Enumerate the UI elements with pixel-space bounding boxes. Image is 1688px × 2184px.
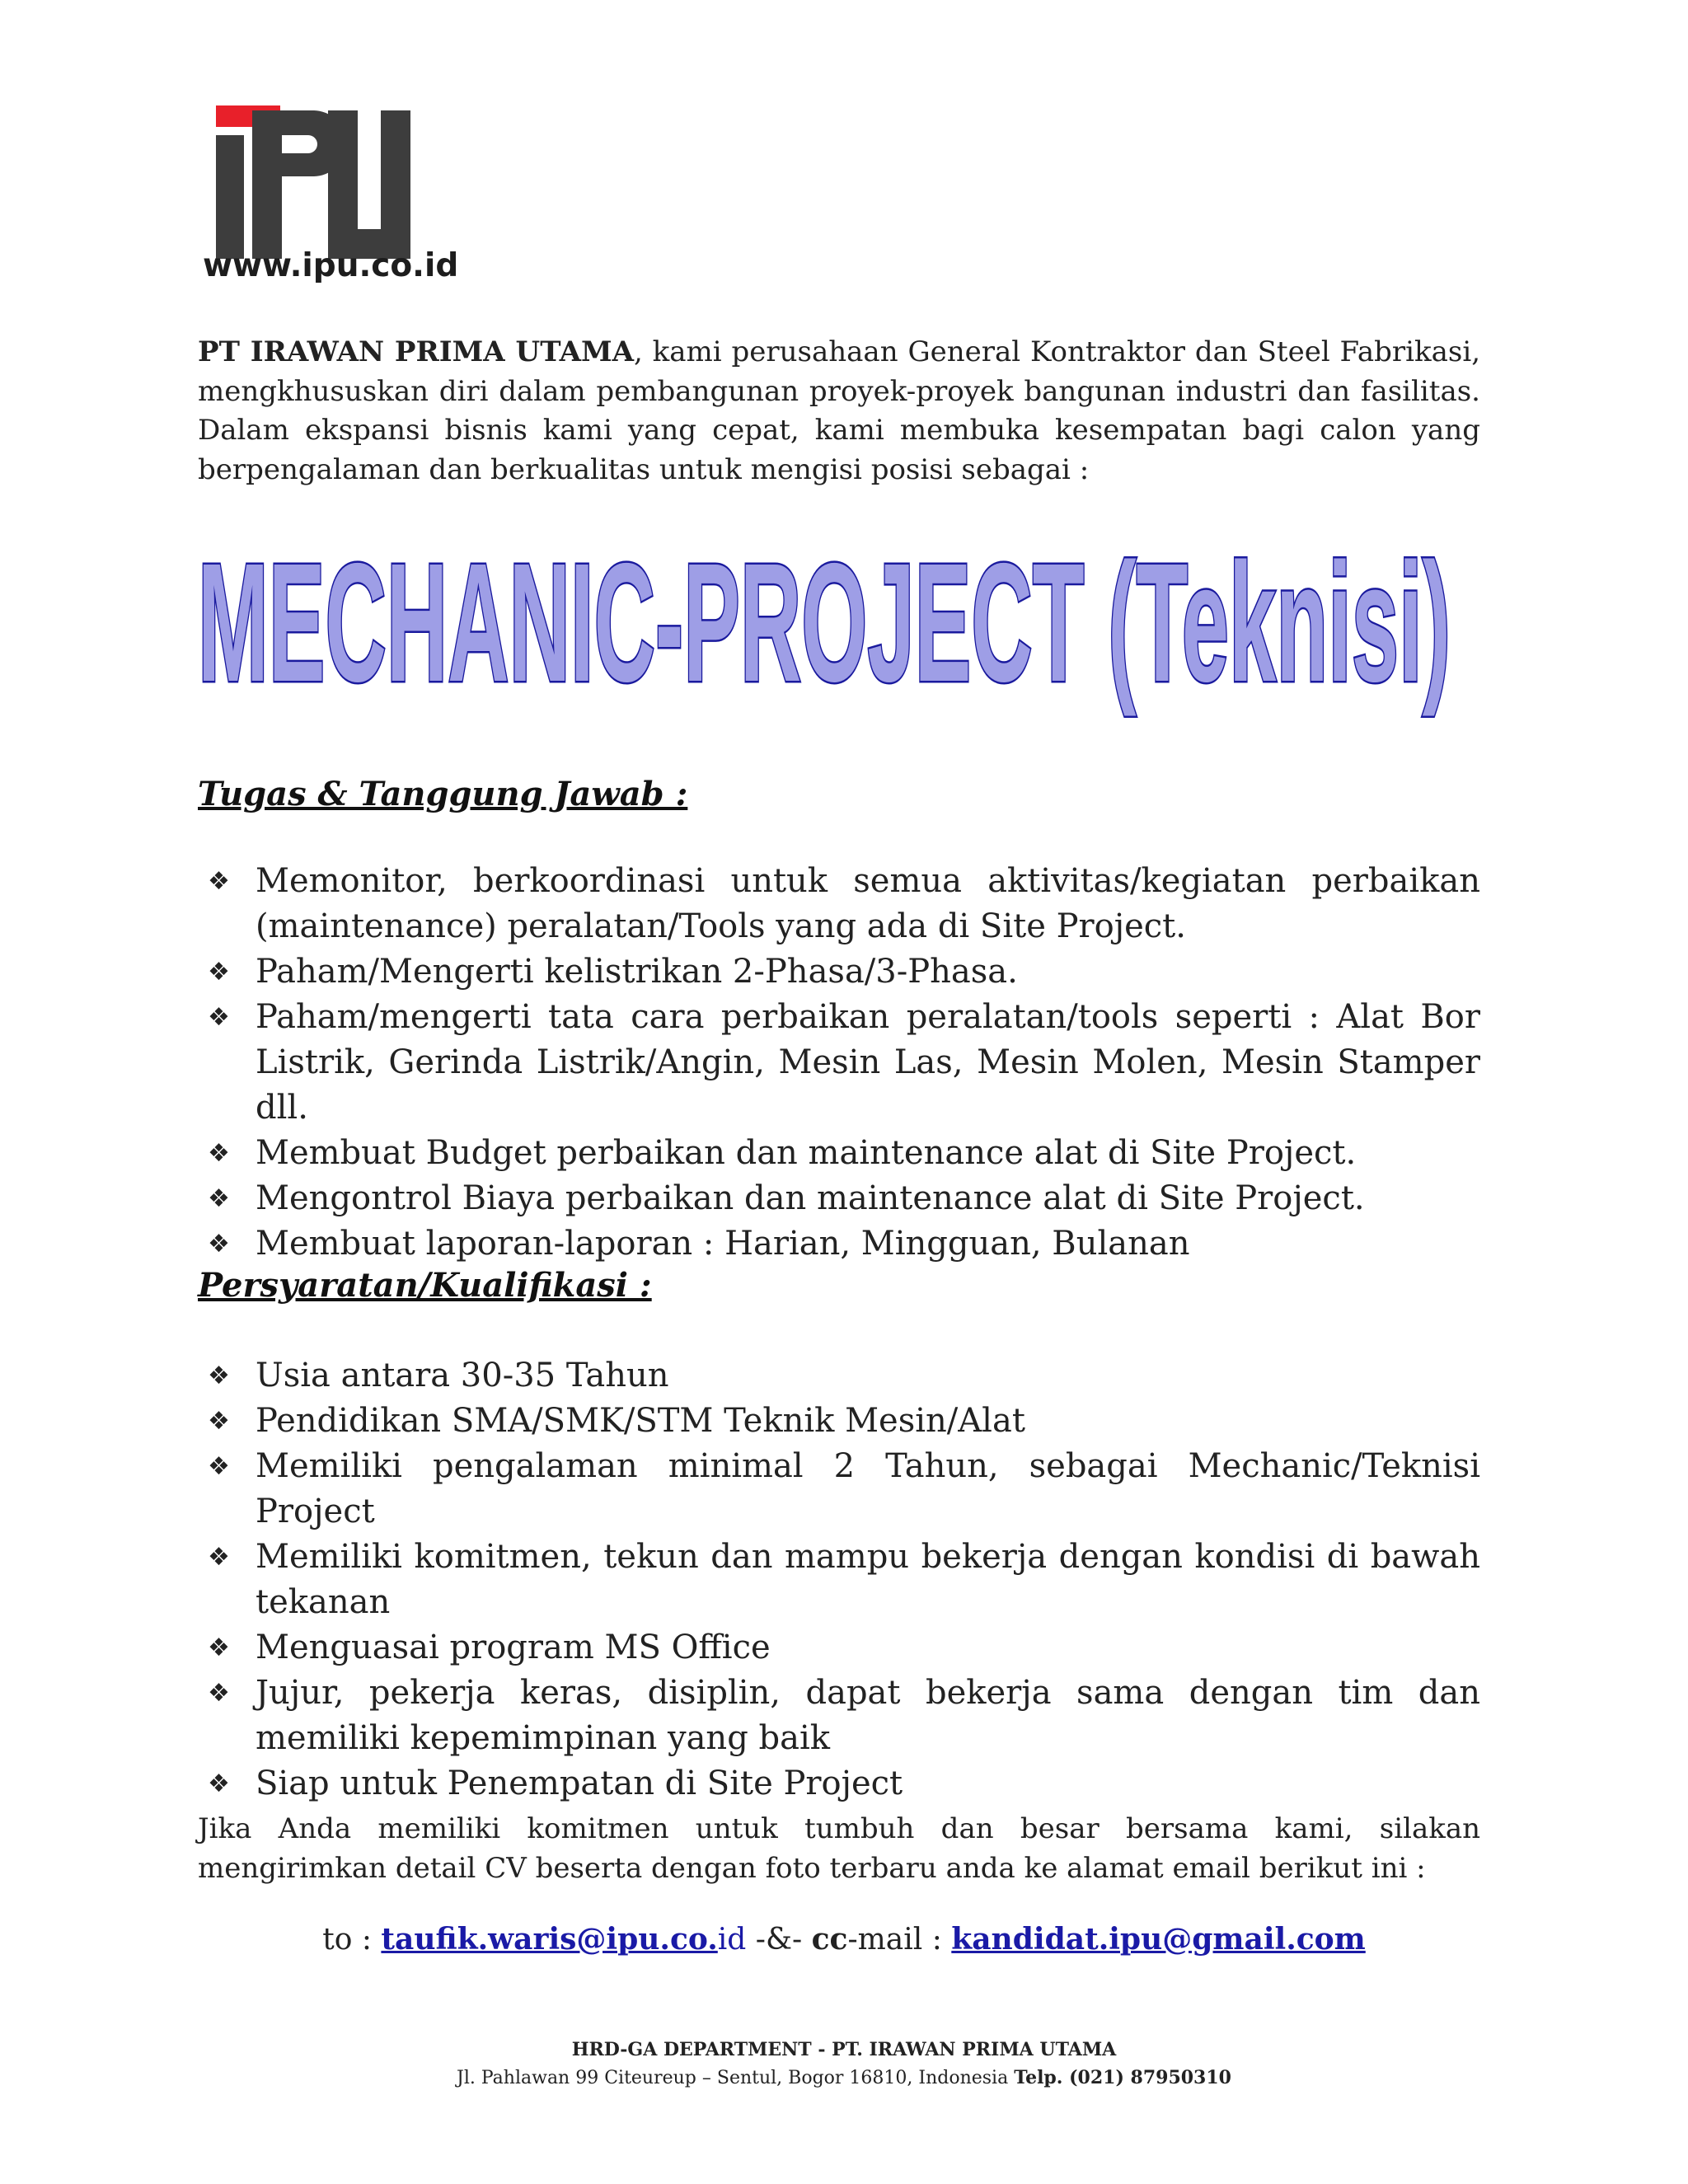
cc-email-link[interactable]: kandidat.ipu@gmail.com: [951, 1922, 1366, 1957]
footer-phone: Telp. (021) 87950310: [1014, 2067, 1231, 2088]
list-item: ❖ Memonitor, berkoordinasi untuk semua aktivitas/kegiatan perbaikan (maintenance) peralatan/Tools yang ada di Site Project.: [198, 859, 1480, 949]
requirements-list: [198, 1353, 1480, 1807]
diamond-bullet-icon: ❖: [208, 1361, 230, 1390]
list-item: ❖ Paham/Mengerti kelistrikan 2-Phasa/3-Phasa.: [198, 949, 1480, 995]
diamond-bullet-icon: ❖: [208, 867, 230, 896]
footer-department: HRD-GA DEPARTMENT - PT. IRAWAN PRIMA UTAMA: [571, 2039, 1117, 2060]
list-item: ❖ Membuat laporan-laporan : Harian, Mingguan, Bulanan: [198, 1221, 1480, 1267]
diamond-bullet-icon: ❖: [208, 1679, 230, 1708]
diamond-bullet-icon: ❖: [208, 1633, 230, 1662]
cc-label-bold: cc: [811, 1922, 848, 1957]
diamond-bullet-icon: ❖: [208, 1184, 230, 1213]
company-website: www.ipu.co.id: [203, 247, 459, 284]
diamond-bullet-icon: ❖: [208, 1543, 230, 1572]
list-item: ❖ Memiliki pengalaman minimal 2 Tahun, sebagai Mechanic/Teknisi Project: [198, 1444, 1480, 1535]
diamond-bullet-icon: ❖: [208, 1003, 230, 1032]
list-item: ❖ Menguasai program MS Office: [198, 1625, 1480, 1671]
footer-address-line: [0, 2067, 1688, 2088]
list-item: ❖ Memiliki komitmen, tekun dan mampu bekerja dengan kondisi di bawah tekanan: [198, 1535, 1480, 1625]
intro-text: , kami perusahaan General Kontraktor dan Steel Fabrikasi, mengkhususkan diri dalam pembangunan proyek-proyek bangunan industri dan fasilitas. Dalam ekspansi bisnis kami yang cepat, kami membuka kesempatan bagi calon yang berpengalaman dan berkualitas untuk mengisi posisi sebagai :: [198, 335, 1481, 486]
diamond-bullet-icon: ❖: [208, 1139, 230, 1168]
cc-label: -mail :: [847, 1923, 952, 1957]
diamond-bullet-icon: ❖: [208, 1407, 230, 1436]
diamond-bullet-icon: ❖: [208, 1230, 230, 1258]
diamond-bullet-icon: ❖: [208, 958, 230, 987]
company-logo: [216, 105, 414, 262]
position-title-text: MECHANIC-PROJECT (Teknisi): [198, 528, 1451, 717]
duties-list: [198, 859, 1480, 1267]
position-title: [198, 519, 1484, 742]
list-item: ❖ Membuat Budget perbaikan dan maintenance alat di Site Project.: [198, 1131, 1480, 1176]
requirements-heading: Persyaratan/Kualifikasi :: [198, 1266, 652, 1305]
list-item: ❖ Pendidikan SMA/SMK/STM Teknik Mesin/Alat: [198, 1399, 1480, 1444]
list-item: ❖ Usia antara 30-35 Tahun: [198, 1353, 1480, 1399]
list-item: ❖ Siap untuk Penempatan di Site Project: [198, 1761, 1480, 1807]
diamond-bullet-icon: ❖: [208, 1769, 230, 1798]
email-separator: -&-: [746, 1923, 812, 1957]
duties-heading: Tugas & Tanggung Jawab :: [198, 775, 688, 813]
footer-address: Jl. Pahlawan 99 Citeureup – Sentul, Bogor 16810, Indonesia: [457, 2068, 1015, 2088]
list-item: ❖ Jujur, pekerja keras, disiplin, dapat bekerja sama dengan tim dan memiliki kepemimpinan yang baik: [198, 1671, 1480, 1761]
list-item: ❖ Mengontrol Biaya perbaikan dan maintenance alat di Site Project.: [198, 1176, 1480, 1221]
to-label: to :: [322, 1923, 382, 1957]
diamond-bullet-icon: ❖: [208, 1452, 230, 1481]
company-name: PT IRAWAN PRIMA UTAMA: [198, 335, 635, 368]
primary-email-suffix: id: [717, 1923, 747, 1957]
primary-email-link[interactable]: taufik.waris@ipu.co.: [381, 1922, 718, 1957]
list-item: ❖ Paham/mengerti tata cara perbaikan peralatan/tools seperti : Alat Bor Listrik, Gerinda Listrik/Angin, Mesin Las, Mesin Molen, Mesin Stamper dll.: [198, 995, 1480, 1131]
intro-paragraph: [198, 333, 1480, 490]
contact-line: [0, 1922, 1688, 1957]
closing-paragraph: Jika Anda memiliki komitmen untuk tumbuh dan besar bersama kami, silakan mengirimkan detail CV beserta dengan foto terbaru anda ke alamat email berikut ini :: [198, 1812, 1480, 1885]
